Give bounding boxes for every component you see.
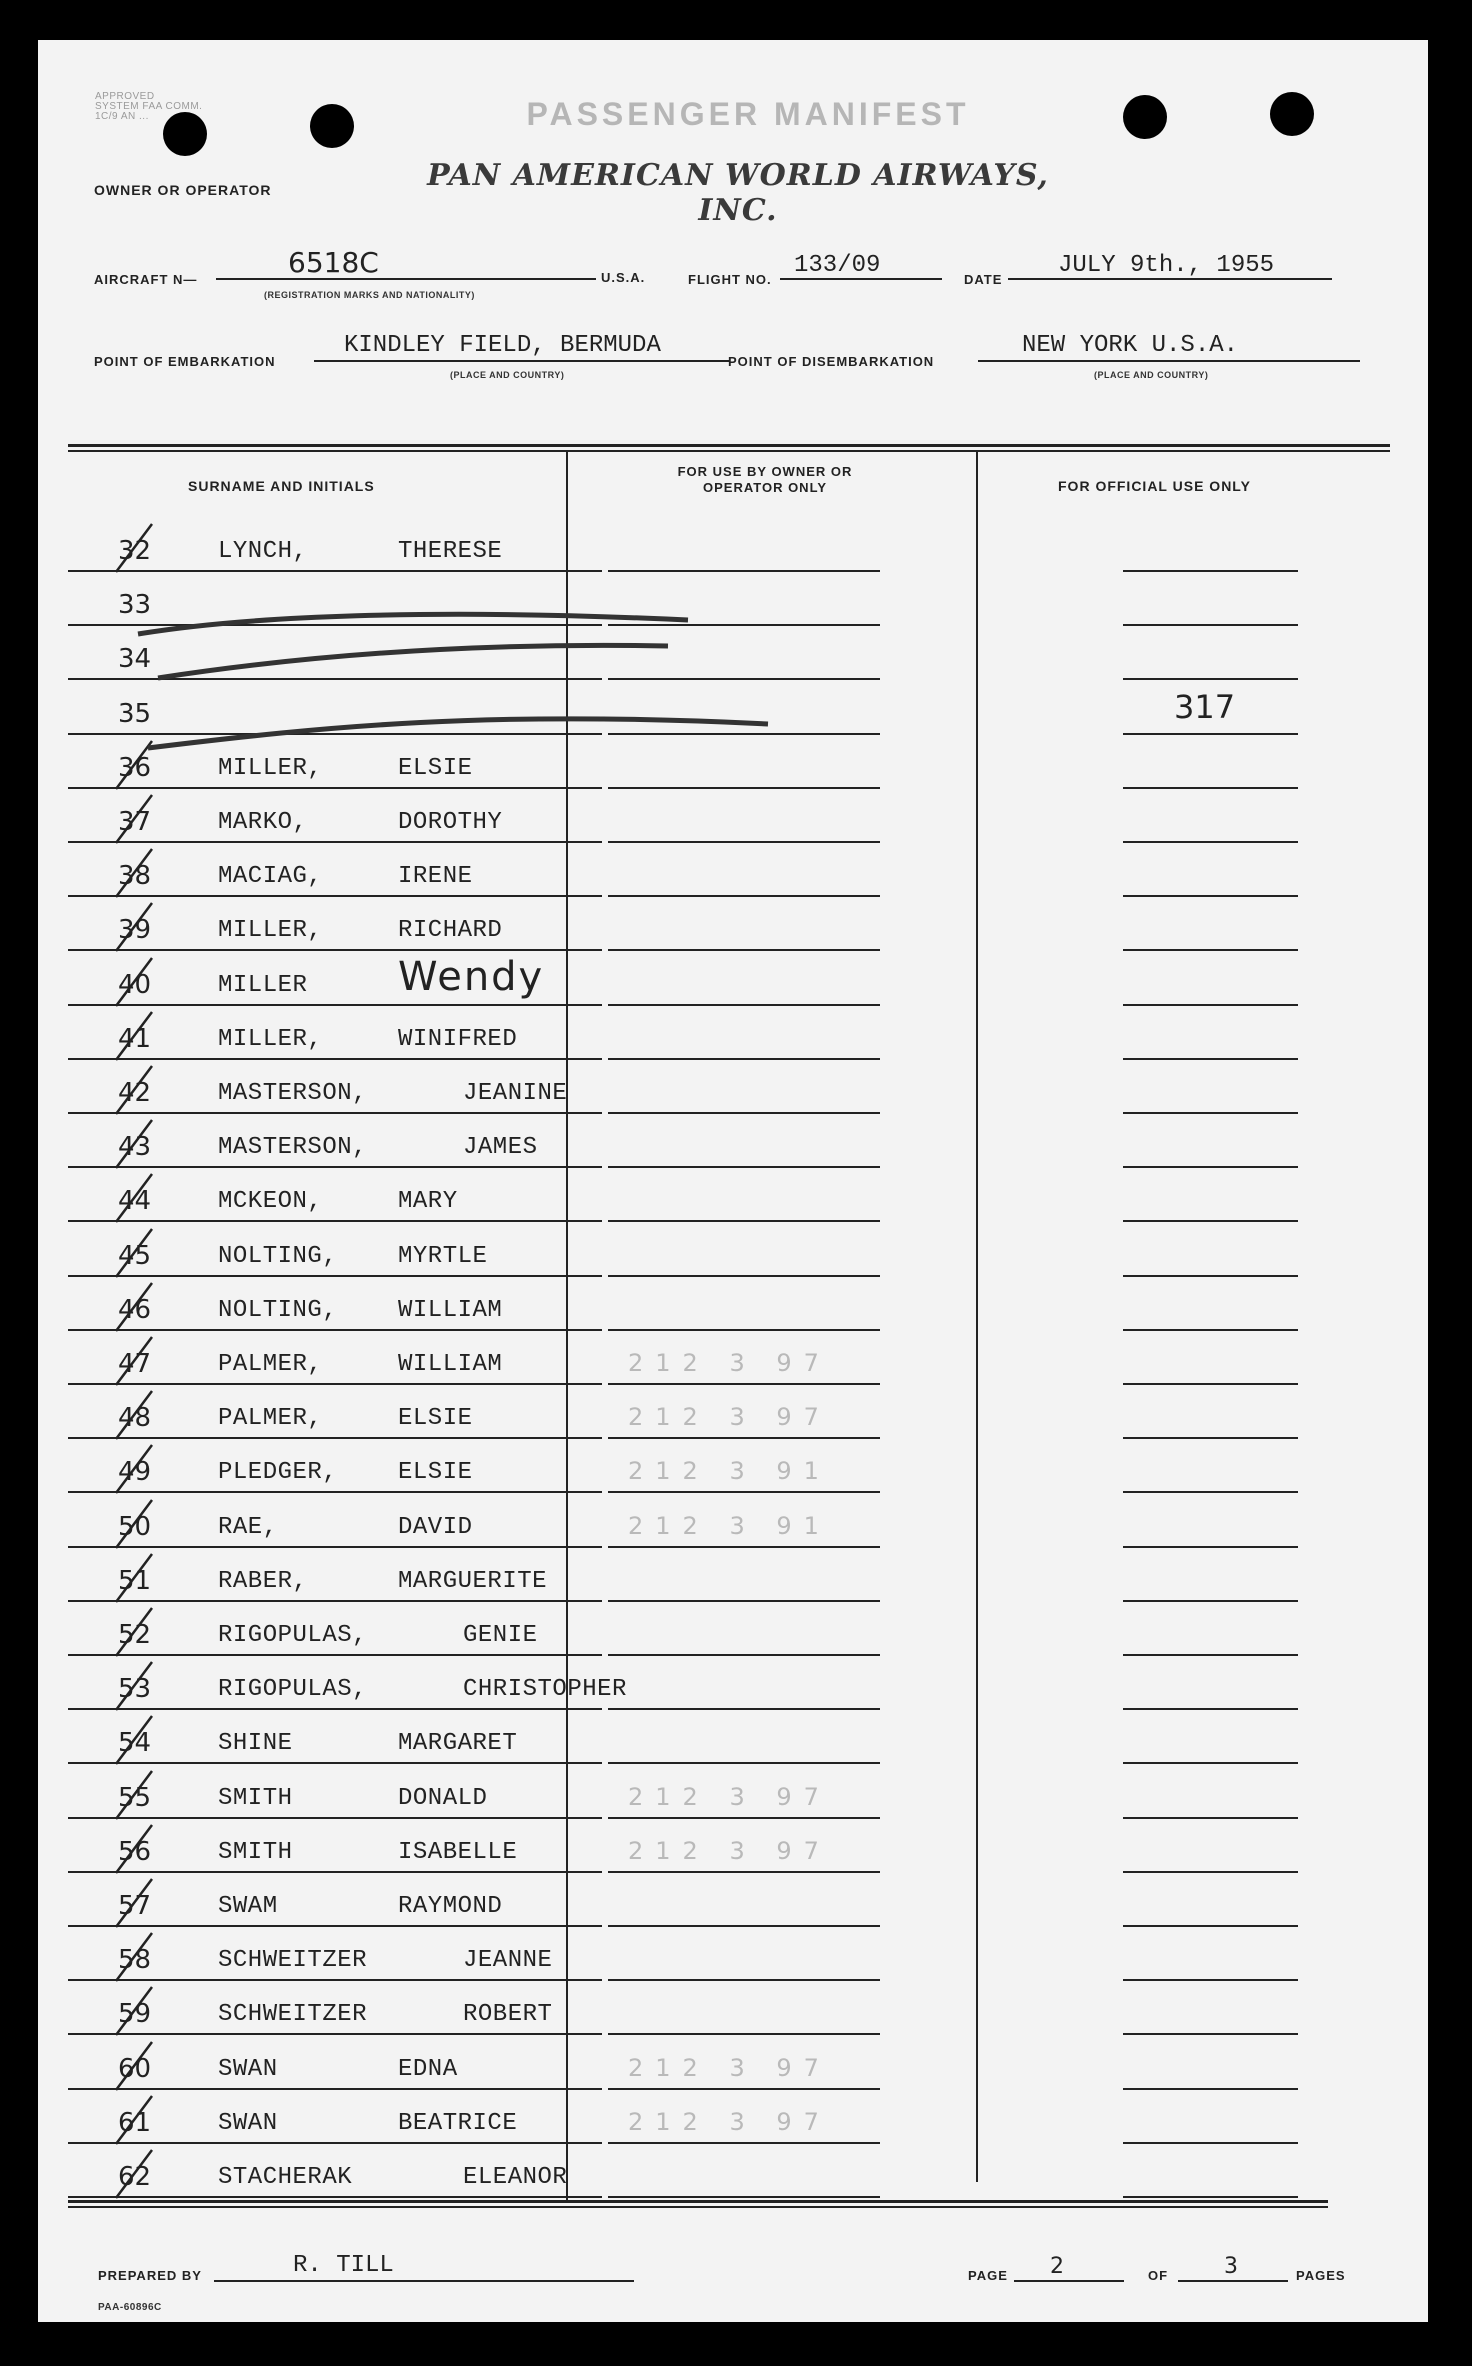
- row-rule: [1123, 1275, 1298, 1277]
- row-rule: [608, 841, 880, 843]
- passenger-first-name: ELSIE: [398, 754, 473, 782]
- passenger-surname: PLEDGER,: [218, 1459, 338, 1487]
- check-slash-mark: [108, 2036, 158, 2092]
- row-rule: [1123, 733, 1298, 735]
- table-top-rule: [68, 450, 1390, 452]
- punch-hole: [310, 104, 354, 148]
- embarkation-value: KINDLEY FIELD, BERMUDA: [344, 332, 661, 359]
- row-rule: [1123, 1004, 1298, 1006]
- check-slash-mark: [108, 1927, 158, 1983]
- check-slash-mark: [108, 1765, 158, 1821]
- row-rule: [608, 2033, 880, 2035]
- check-slash-mark: [108, 1548, 158, 1604]
- check-slash-mark: [108, 2144, 158, 2200]
- row-rule: [1123, 1654, 1298, 1656]
- passenger-number: 49: [118, 1457, 152, 1488]
- row-rule: [608, 1329, 880, 1331]
- passenger-first-name: CHRISTOPHER: [463, 1676, 627, 1704]
- passenger-surname: NOLTING,: [218, 1296, 338, 1324]
- passenger-first-name: DOROTHY: [398, 809, 503, 836]
- of-label: OF: [1148, 2268, 1169, 2283]
- passenger-surname: PALMER,: [218, 1351, 323, 1378]
- page-title: PASSENGER MANIFEST: [526, 96, 970, 132]
- passenger-surname: MILLER,: [218, 917, 323, 945]
- check-slash-mark: [108, 1006, 158, 1062]
- passenger-first-name: MARGUERITE: [398, 1567, 548, 1595]
- passenger-surname: PALMER,: [218, 1405, 323, 1433]
- punch-hole: [1270, 92, 1314, 136]
- usa-label: U.S.A.: [601, 270, 646, 285]
- row-rule: [1123, 2196, 1298, 2198]
- embarkation-label: POINT OF EMBARKATION: [94, 354, 276, 369]
- row-rule: [1123, 841, 1298, 843]
- check-slash-mark: [108, 1494, 158, 1550]
- row-rule: [608, 787, 880, 789]
- passenger-number: 60: [118, 2053, 152, 2084]
- date-label: DATE: [964, 272, 1003, 287]
- page-line: [1014, 2280, 1124, 2282]
- row-rule: [1123, 1817, 1298, 1819]
- passenger-first-name: RICHARD: [398, 917, 503, 945]
- aircraft-value: 6518C: [288, 246, 379, 279]
- check-slash-mark: [108, 2090, 158, 2146]
- row-rule: [1123, 1979, 1298, 1981]
- row-rule: [1123, 570, 1298, 572]
- passenger-number: 58: [118, 1945, 152, 1976]
- passenger-number: 37: [118, 807, 152, 837]
- embarkation-sub-label: (PLACE AND COUNTRY): [450, 370, 565, 380]
- surname-column-header: SURNAME AND INITIALS: [188, 478, 375, 494]
- passenger-surname: MASTERSON,: [218, 1080, 368, 1107]
- passenger-surname: RIGOPULAS,: [218, 1676, 368, 1704]
- passenger-code: 212 3 97: [628, 1836, 831, 1865]
- embarkation-field-line: [314, 360, 730, 362]
- row-rule: [608, 1762, 880, 1764]
- check-slash-mark: [108, 1656, 158, 1712]
- row-rule: [1123, 1871, 1298, 1873]
- row-rule: [1123, 1112, 1298, 1114]
- passenger-number: 35: [118, 698, 152, 729]
- row-rule: [608, 949, 880, 951]
- row-rule: [608, 1437, 880, 1439]
- passenger-number: 32: [118, 536, 152, 566]
- manifest-paper: [38, 40, 1428, 2322]
- passenger-first-name: DONALD: [398, 1784, 488, 1812]
- passenger-surname: SMITH: [218, 1784, 293, 1812]
- row-rule: [608, 1871, 880, 1873]
- passenger-number: 52: [118, 1620, 152, 1650]
- passenger-first-name: MYRTLE: [398, 1242, 488, 1270]
- row-rule: [608, 2196, 880, 2198]
- of-value: 3: [1224, 2254, 1238, 2279]
- passenger-number: 48: [118, 1403, 152, 1434]
- passenger-surname: SHINE: [218, 1730, 293, 1758]
- passenger-number: 46: [118, 1294, 152, 1325]
- passenger-number: 62: [118, 2162, 152, 2192]
- check-slash-mark: [108, 1277, 158, 1333]
- passenger-number: 38: [118, 861, 152, 892]
- row-rule: [1123, 2142, 1298, 2144]
- disembarkation-sub-label: (PLACE AND COUNTRY): [1094, 370, 1209, 380]
- row-rule: [1123, 895, 1298, 897]
- passenger-code: 212 3 97: [628, 1349, 831, 1377]
- passenger-surname: SMITH: [218, 1838, 293, 1866]
- row-rule: [1123, 678, 1298, 680]
- passenger-surname: LYNCH,: [218, 538, 308, 565]
- row-rule: [1123, 1925, 1298, 1927]
- row-rule: [608, 570, 880, 572]
- row-rule: [608, 1166, 880, 1168]
- passenger-number: 43: [118, 1132, 152, 1163]
- of-line: [1178, 2280, 1288, 2282]
- flight-label: FLIGHT NO.: [688, 272, 772, 287]
- disembarkation-value: NEW YORK U.S.A.: [1022, 332, 1239, 359]
- row-rule: [1123, 624, 1298, 626]
- passenger-first-name: ELSIE: [398, 1405, 473, 1433]
- pages-label: PAGES: [1296, 2268, 1346, 2283]
- row-rule: [1123, 1600, 1298, 1602]
- approval-stamp: APPROVED SYSTEM FAA COMM. 1C/9 AN ...: [95, 91, 203, 122]
- row-rule: [1123, 949, 1298, 951]
- passenger-first-name: RAYMOND: [398, 1893, 503, 1920]
- passenger-code: 212 3 91: [628, 1511, 831, 1540]
- row-rule: [608, 2088, 880, 2090]
- passenger-number: 39: [118, 915, 152, 946]
- passenger-surname: SWAN: [218, 2055, 278, 2083]
- prepared-by-line: [214, 2280, 634, 2282]
- passenger-surname: MILLER,: [218, 1025, 323, 1053]
- check-slash-mark: [108, 518, 158, 574]
- check-slash-mark: [108, 897, 158, 953]
- check-slash-mark: [108, 1439, 158, 1495]
- passenger-number: 51: [118, 1565, 152, 1596]
- operator-name: PAN AMERICAN WORLD AIRWAYS, INC.: [427, 158, 1049, 228]
- table-top-rule: [68, 444, 1390, 447]
- row-rule: [608, 1220, 880, 1222]
- check-slash-mark: [108, 1385, 158, 1441]
- row-rule: [608, 1925, 880, 1927]
- passenger-surname: RABER,: [218, 1567, 308, 1595]
- row-rule: [608, 1546, 880, 1548]
- passenger-first-name: IRENE: [398, 863, 473, 891]
- check-slash-mark: [108, 1223, 158, 1279]
- form-number: PAA-60896C: [98, 2302, 162, 2313]
- row-rule: [1123, 1166, 1298, 1168]
- passenger-first-name: JEANINE: [463, 1080, 568, 1107]
- date-value: JULY 9th., 1955: [1058, 252, 1275, 279]
- passenger-first-name: WINIFRED: [398, 1025, 518, 1053]
- passenger-number: 57: [118, 1891, 152, 1921]
- passenger-first-name: ISABELLE: [398, 1838, 518, 1866]
- passenger-first-name: EDNA: [398, 2055, 458, 2083]
- passenger-first-name: JAMES: [463, 1134, 538, 1162]
- passenger-surname: MILLER: [218, 971, 308, 999]
- table-bottom-rule: [68, 2200, 1328, 2203]
- prepared-by-label: PREPARED BY: [98, 2268, 202, 2283]
- row-rule: [608, 1112, 880, 1114]
- row-rule: [1123, 1220, 1298, 1222]
- passenger-surname: SCHWEITZER: [218, 1947, 368, 1975]
- passenger-first-name: DAVID: [398, 1513, 473, 1541]
- row-rule: [608, 1058, 880, 1060]
- passenger-code: 212 3 97: [628, 2107, 831, 2136]
- passenger-first-name: MARY: [398, 1188, 458, 1216]
- passenger-code: 212 3 91: [628, 1457, 831, 1486]
- row-rule: [1123, 1546, 1298, 1548]
- row-rule: [1123, 1329, 1298, 1331]
- passenger-number: 47: [118, 1349, 152, 1379]
- row-rule: [1123, 1708, 1298, 1710]
- passenger-number: 33: [118, 590, 152, 621]
- official-use-column-header: FOR OFFICIAL USE ONLY: [1058, 478, 1251, 494]
- row-rule: [1123, 1383, 1298, 1385]
- passenger-surname: SWAN: [218, 2109, 278, 2137]
- passenger-surname: RIGOPULAS,: [218, 1622, 368, 1649]
- check-slash-mark: [108, 1331, 158, 1387]
- row-rule: [608, 1979, 880, 1981]
- passenger-first-name: Wendy: [398, 953, 545, 1000]
- row-rule: [1123, 2088, 1298, 2090]
- owner-label: OWNER OR OPERATOR: [94, 182, 272, 198]
- passenger-first-name: JEANNE: [463, 1947, 553, 1975]
- check-slash-mark: [108, 1060, 158, 1116]
- row-rule: [608, 1275, 880, 1277]
- punch-hole: [1123, 95, 1167, 139]
- check-slash-mark: [108, 1981, 158, 2037]
- row-rule: [608, 1491, 880, 1493]
- passenger-surname: NOLTING,: [218, 1242, 338, 1270]
- passenger-number: 42: [118, 1078, 152, 1108]
- passenger-surname: MASTERSON,: [218, 1134, 368, 1162]
- passenger-first-name: WILLIAM: [398, 1351, 503, 1378]
- row-rule: [1123, 1437, 1298, 1439]
- row-rule: [608, 1600, 880, 1602]
- passenger-surname: STACHERAK: [218, 2164, 353, 2191]
- check-slash-mark: [108, 1710, 158, 1766]
- owner-use-column-header: FOR USE BY OWNER OR OPERATOR ONLY: [677, 464, 853, 495]
- row-rule: [1123, 1058, 1298, 1060]
- row-rule: [608, 895, 880, 897]
- check-slash-mark: [108, 1819, 158, 1875]
- check-slash-mark: [108, 843, 158, 899]
- page-value: 2: [1050, 2254, 1064, 2279]
- strike-scribble: [128, 598, 778, 758]
- aircraft-field-line: [216, 278, 596, 280]
- column-divider: [976, 452, 978, 2182]
- passenger-surname: SWAM: [218, 1893, 278, 1920]
- passenger-number: 56: [118, 1836, 152, 1867]
- passenger-number: 40: [118, 969, 152, 1000]
- aircraft-sub-label: (REGISTRATION MARKS AND NATIONALITY): [264, 290, 475, 300]
- disembarkation-field-line: [978, 360, 1360, 362]
- row-rule: [1123, 1491, 1298, 1493]
- prepared-by-value: R. TILL: [293, 2252, 394, 2279]
- passenger-first-name: THERESE: [398, 538, 503, 565]
- row-rule: [608, 1383, 880, 1385]
- row-rule: [608, 1004, 880, 1006]
- flight-value: 133/09: [794, 252, 881, 279]
- passenger-code: 212 3 97: [628, 1403, 831, 1432]
- passenger-number: 34: [118, 644, 152, 675]
- passenger-surname: MARKO,: [218, 809, 308, 836]
- row-rule: [608, 2142, 880, 2144]
- passenger-number: 41: [118, 1023, 152, 1054]
- check-slash-mark: [108, 1873, 158, 1929]
- disembarkation-label: POINT OF DISEMBARKATION: [728, 354, 935, 369]
- check-slash-mark: [108, 1114, 158, 1170]
- passenger-number: 61: [118, 2107, 152, 2138]
- passenger-surname: SCHWEITZER: [218, 2001, 368, 2029]
- check-slash-mark: [108, 1602, 158, 1658]
- passenger-number: 45: [118, 1240, 152, 1271]
- passenger-surname: MACIAG,: [218, 863, 323, 891]
- row-rule: [1123, 787, 1298, 789]
- check-slash-mark: [108, 952, 158, 1008]
- check-slash-mark: [108, 789, 158, 845]
- passenger-first-name: ROBERT: [463, 2001, 553, 2029]
- passenger-code: 212 3 97: [628, 2053, 831, 2082]
- passenger-number: 54: [118, 1728, 152, 1759]
- passenger-first-name: MARGARET: [398, 1730, 518, 1758]
- row-rule: [608, 1708, 880, 1710]
- passenger-number: 44: [118, 1186, 152, 1217]
- passenger-number: 53: [118, 1674, 152, 1705]
- table-bottom-rule: [68, 2206, 1328, 2208]
- check-slash-mark: [108, 1168, 158, 1224]
- passenger-surname: MILLER,: [218, 754, 323, 782]
- passenger-surname: RAE,: [218, 1513, 278, 1541]
- passenger-first-name: ELSIE: [398, 1459, 473, 1487]
- official-note: 317: [1174, 688, 1236, 726]
- row-rule: [1123, 2033, 1298, 2035]
- passenger-number: 36: [118, 752, 152, 783]
- page-label: PAGE: [968, 2268, 1008, 2283]
- passenger-first-name: GENIE: [463, 1622, 538, 1649]
- passenger-number: 55: [118, 1782, 152, 1813]
- passenger-first-name: WILLIAM: [398, 1296, 503, 1324]
- passenger-number: 59: [118, 1999, 152, 2030]
- passenger-surname: MCKEON,: [218, 1188, 323, 1216]
- passenger-first-name: ELEANOR: [463, 2164, 568, 2191]
- passenger-first-name: BEATRICE: [398, 2109, 518, 2137]
- passenger-number: 50: [118, 1511, 152, 1542]
- row-rule: [608, 1817, 880, 1819]
- row-rule: [1123, 1762, 1298, 1764]
- aircraft-label: AIRCRAFT N—: [94, 272, 198, 287]
- row-rule: [608, 1654, 880, 1656]
- passenger-code: 212 3 97: [628, 1782, 831, 1811]
